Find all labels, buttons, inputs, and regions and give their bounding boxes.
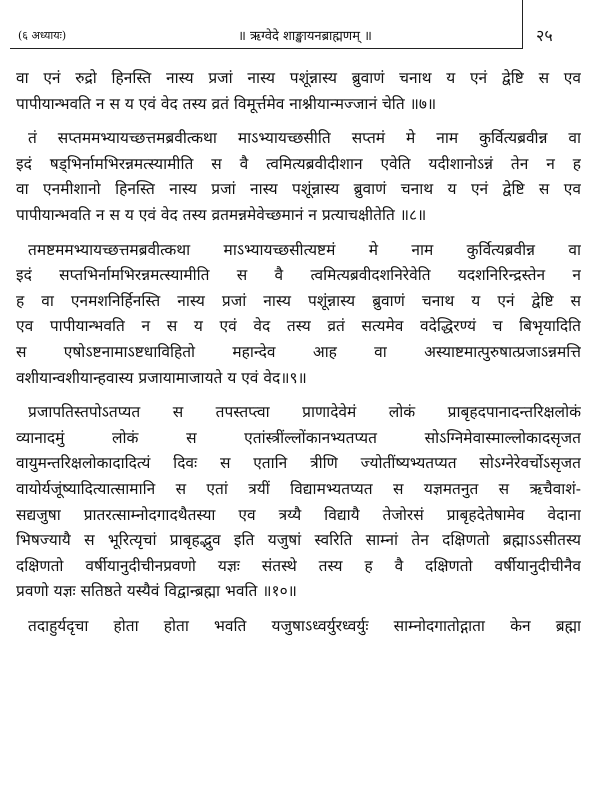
text-line: वा एनमीशानो हिनस्ति नास्य प्रजां नास्य पशूंन्नास्य ब्रुवाणं चनाथ य एनं द्वेष्टि स एव — [16, 180, 581, 199]
paragraph — [16, 238, 581, 392]
body-text — [16, 66, 581, 639]
text-line: पापीयान्भवति न स य एवं वेद तस्य व्रतमन्नमेवेच्छमानं न प्रत्याचक्षीतेति ॥८॥ — [16, 205, 427, 224]
running-title: ॥ ऋग्वेदे शाङ्खायनब्राह्मणम् ॥ — [238, 29, 372, 44]
text-line: इदं षड्भिर्नामभिरन्नमत्स्यामीति स वै त्वमित्यब्रवीदीशान एवेति यदीशानोऽन्नं तेन न ह — [16, 154, 581, 173]
text-line: वायोर्यजूंष्यादित्यात्सामानि स एतां त्रयीं विद्यामभ्यतप्यत स यज्ञमतनुत स ऋचैवाशं- — [16, 479, 581, 498]
paragraph — [16, 614, 581, 640]
page-header — [0, 0, 600, 56]
text-line: तमष्टममभ्यायच्छत्तमब्रवीत्कथा माऽभ्यायच्छसीत्यष्टमं मे नाम कुर्वित्यब्रवीन्न वा — [28, 240, 581, 259]
paragraph — [16, 126, 581, 228]
text-line: एव पापीयान्भवति न स य एवं वेद तस्य व्रतं सत्यमेव वदेद्धिरण्यं च बिभृयादिति — [16, 317, 581, 336]
text-line: तं सप्तममभ्यायच्छत्तमब्रवीत्कथा माऽभ्यायच्छसीति सप्तमं मे नाम कुर्वित्यब्रवीन्न वा — [28, 129, 581, 148]
page-number: २५ — [536, 26, 553, 45]
text-line: पापीयान्भवति न स य एवं वेद तस्य व्रतं विमूर्त्तमेव नाश्नीयान्मज्जानं चेति ॥७॥ — [16, 94, 437, 113]
text-line: प्रवणो यज्ञः सतिष्ठते यस्यैवं विद्वान्ब्रह्मा भवति ॥१०॥ — [16, 582, 297, 601]
text-line: वायुमन्तरिक्षलोकादादित्यं दिवः स एतानि त्रीणि ज्योतींष्यभ्यतप्यत सोऽग्नेरेवर्चोऽसृजत — [16, 454, 581, 473]
chapter-label: (६ अध्यायः) — [18, 29, 67, 42]
paragraph — [16, 400, 581, 605]
text-line: सद्यजुषा प्रातरत्साम्नोदगादथैतस्या एव त्रय्यै विद्यायै तेजोरसं प्राबृहदेतेषामेव वेदाना — [16, 505, 581, 524]
text-line: वा एनं रुद्रो हिनस्ति नास्य प्रजां नास्य पशूंन्नास्य ब्रुवाणं चनाथ य एनं द्वेष्टि स एव — [16, 69, 581, 87]
text-line: व्यानादमुं लोकं स एतांस्त्रींल्लोंकानभ्यतप्यत सोऽग्निमेवास्माल्लोकादसृजत — [16, 428, 581, 447]
text-line: प्रजापतिस्तपोऽतप्यत स तपस्तप्त्वा प्राणादेवेमं लोकं प्राबृहदपानादन्तरिक्षलोकं — [28, 403, 581, 422]
text-line: ह वा एनमशनिर्हिनस्ति नास्य प्रजां नास्य पशूंन्नास्य ब्रुवाणं चनाथ य एनं द्वेष्टि स — [16, 291, 581, 310]
header-divider — [522, 0, 523, 48]
text-line: तदाहुर्यदृचा होता होता भवति यजुषाऽध्वर्युरध्वर्युः साम्नोदगातोद्गाता केन ब्रह्मा — [28, 616, 581, 635]
text-line: दक्षिणतो वर्षीयानुदीचीनप्रवणो यज्ञः संतस्थे तस्य ह वै दक्षिणतो वर्षीयानुदीचीनैव — [16, 556, 581, 575]
text-line: भिषज्यायै स भूरित्यृचां प्राबृहद्भुव इति यजुषां स्वरिति साम्नां तेन दक्षिणतो ब्रह्माऽऽसीतस्य — [16, 531, 581, 550]
paragraph — [16, 66, 581, 117]
header-rule — [10, 48, 523, 49]
text-line: इदं सप्तभिर्नामभिरन्नमत्स्यामीति स वै त्वमित्यब्रवीदशनिरेवेति यदशनिरिन्द्रस्तेन न — [16, 266, 581, 285]
text-line: वशीयान्वशीयान्हवास्य प्रजायामाजायते य एवं वेद॥९॥ — [16, 368, 307, 387]
text-line: स एषोऽष्टनामाऽष्टधाविहितो महान्देव आह वा अस्याष्टमात्पुरुषात्प्रजाऽन्नमत्ति — [16, 342, 581, 361]
